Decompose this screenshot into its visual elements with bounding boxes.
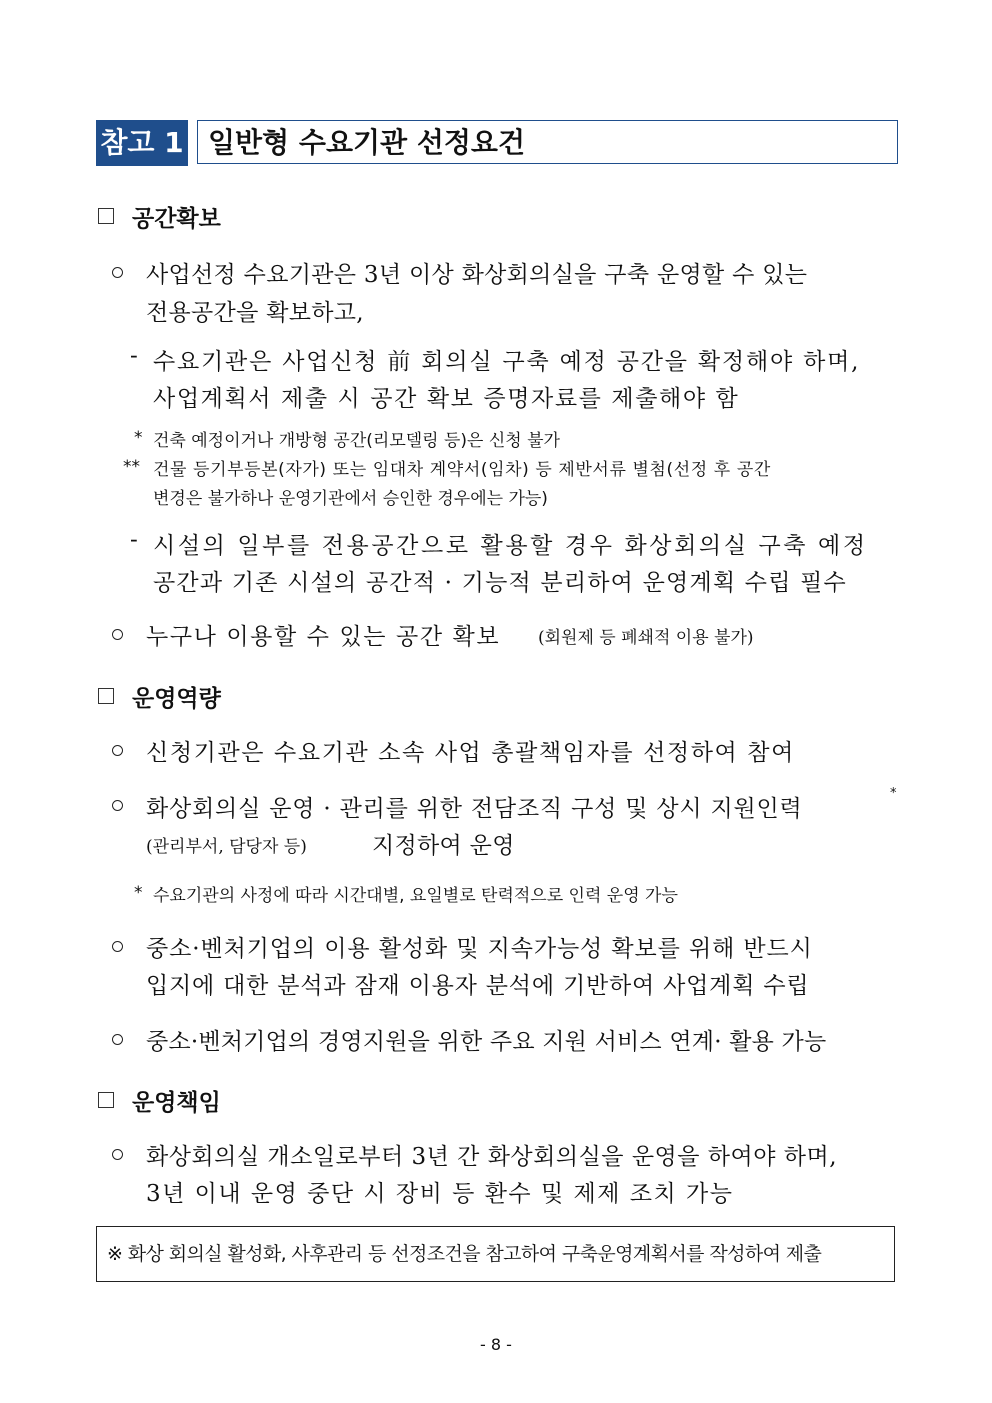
bullet-circle-icon — [112, 1149, 123, 1160]
page-title: 일반형 수요기관 선정요건 — [197, 120, 898, 164]
capacity-item2-line2a: (관리부서, 담당자 등) — [146, 837, 307, 857]
space-item2-main: 누구나 이용할 수 있는 공간 확보 — [146, 624, 501, 650]
page-number: - 8 - — [480, 1335, 512, 1354]
footer-note: ※ 화상 회의실 활성화, 사후관리 등 선정조건을 참고하여 구축운영계획서를 작성하여 제출 — [96, 1226, 895, 1282]
bullet-circle-icon — [112, 267, 123, 278]
space-dash1-line2: 사업계획서 제출 시 공간 확보 증명자료를 제출해야 함 — [153, 386, 740, 412]
space-note1: 건축 예정이거나 개방형 공간(리모델링 등)은 신청 불가 — [153, 431, 560, 451]
space-note2-line2: 변경은 불가하나 운영기관에서 승인한 경우에는 가능) — [153, 489, 548, 509]
section-checkbox-icon — [98, 208, 114, 224]
section-title-responsibility: 운영책임 — [132, 1089, 221, 1116]
space-note2-line1: 건물 등기부등본(자가) 또는 임대차 계약서(임차) 등 제반서류 별첨(선정 후 공간 — [153, 460, 771, 480]
note-mark: * — [134, 428, 143, 448]
capacity-item3-line1: 중소·벤처기업의 이용 활성화 및 지속가능성 확보를 위해 반드시 — [146, 936, 813, 962]
capacity-item2-line1: 화상회의실 운영 · 관리를 위한 전담조직 구성 및 상시 지원인력 — [146, 796, 803, 822]
capacity-item2-sup: * — [890, 786, 897, 801]
responsibility-item1-line1: 화상회의실 개소일로부터 3년 간 화상회의실을 운영을 하여야 하며, — [146, 1144, 838, 1170]
note-mark: ** — [123, 457, 140, 477]
space-dash2-line1: 시설의 일부를 전용공간으로 활용할 경우 화상회의실 구축 예정 — [153, 533, 868, 559]
space-dash1-line1: 수요기관은 사업신청 前 회의실 구축 예정 공간을 확정해야 하며, — [153, 349, 861, 375]
capacity-item3-line2: 입지에 대한 분석과 잠재 이용자 분석에 기반하여 사업계획 수립 — [146, 973, 810, 999]
capacity-item2-line2b: 지정하여 운영 — [372, 833, 515, 859]
bullet-circle-icon — [112, 629, 123, 640]
section-title-capacity: 운영역량 — [132, 685, 221, 712]
space-item1-line1: 사업선정 수요기관은 3년 이상 화상회의실을 구축 운영할 수 있는 — [146, 262, 808, 288]
space-item1-line2: 전용공간을 확보하고, — [146, 300, 364, 326]
dash-icon: - — [130, 343, 139, 369]
bullet-circle-icon — [112, 745, 123, 756]
capacity-item4: 중소·벤처기업의 경영지원을 위한 주요 지원 서비스 연계· 활용 가능 — [146, 1029, 827, 1055]
bullet-circle-icon — [112, 800, 123, 811]
dash-icon: - — [130, 527, 139, 553]
capacity-note: 수요기관의 사정에 따라 시간대별, 요일별로 탄력적으로 인력 운영 가능 — [153, 886, 678, 906]
responsibility-item1-line2: 3년 이내 운영 중단 시 장비 등 환수 및 제제 조치 가능 — [146, 1181, 734, 1207]
bullet-circle-icon — [112, 941, 123, 952]
bullet-circle-icon — [112, 1034, 123, 1045]
reference-badge: 참고 1 — [96, 120, 188, 166]
section-checkbox-icon — [98, 1092, 114, 1108]
space-item2-sub: (회원제 등 폐쇄적 이용 불가) — [538, 628, 754, 648]
note-mark: * — [134, 883, 143, 903]
space-dash2-line2: 공간과 기존 시설의 공간적 · 기능적 분리하여 운영계획 수립 필수 — [153, 570, 847, 596]
section-checkbox-icon — [98, 688, 114, 704]
capacity-item1: 신청기관은 수요기관 소속 사업 총괄책임자를 선정하여 참여 — [146, 740, 795, 766]
section-title-space: 공간확보 — [132, 205, 221, 232]
